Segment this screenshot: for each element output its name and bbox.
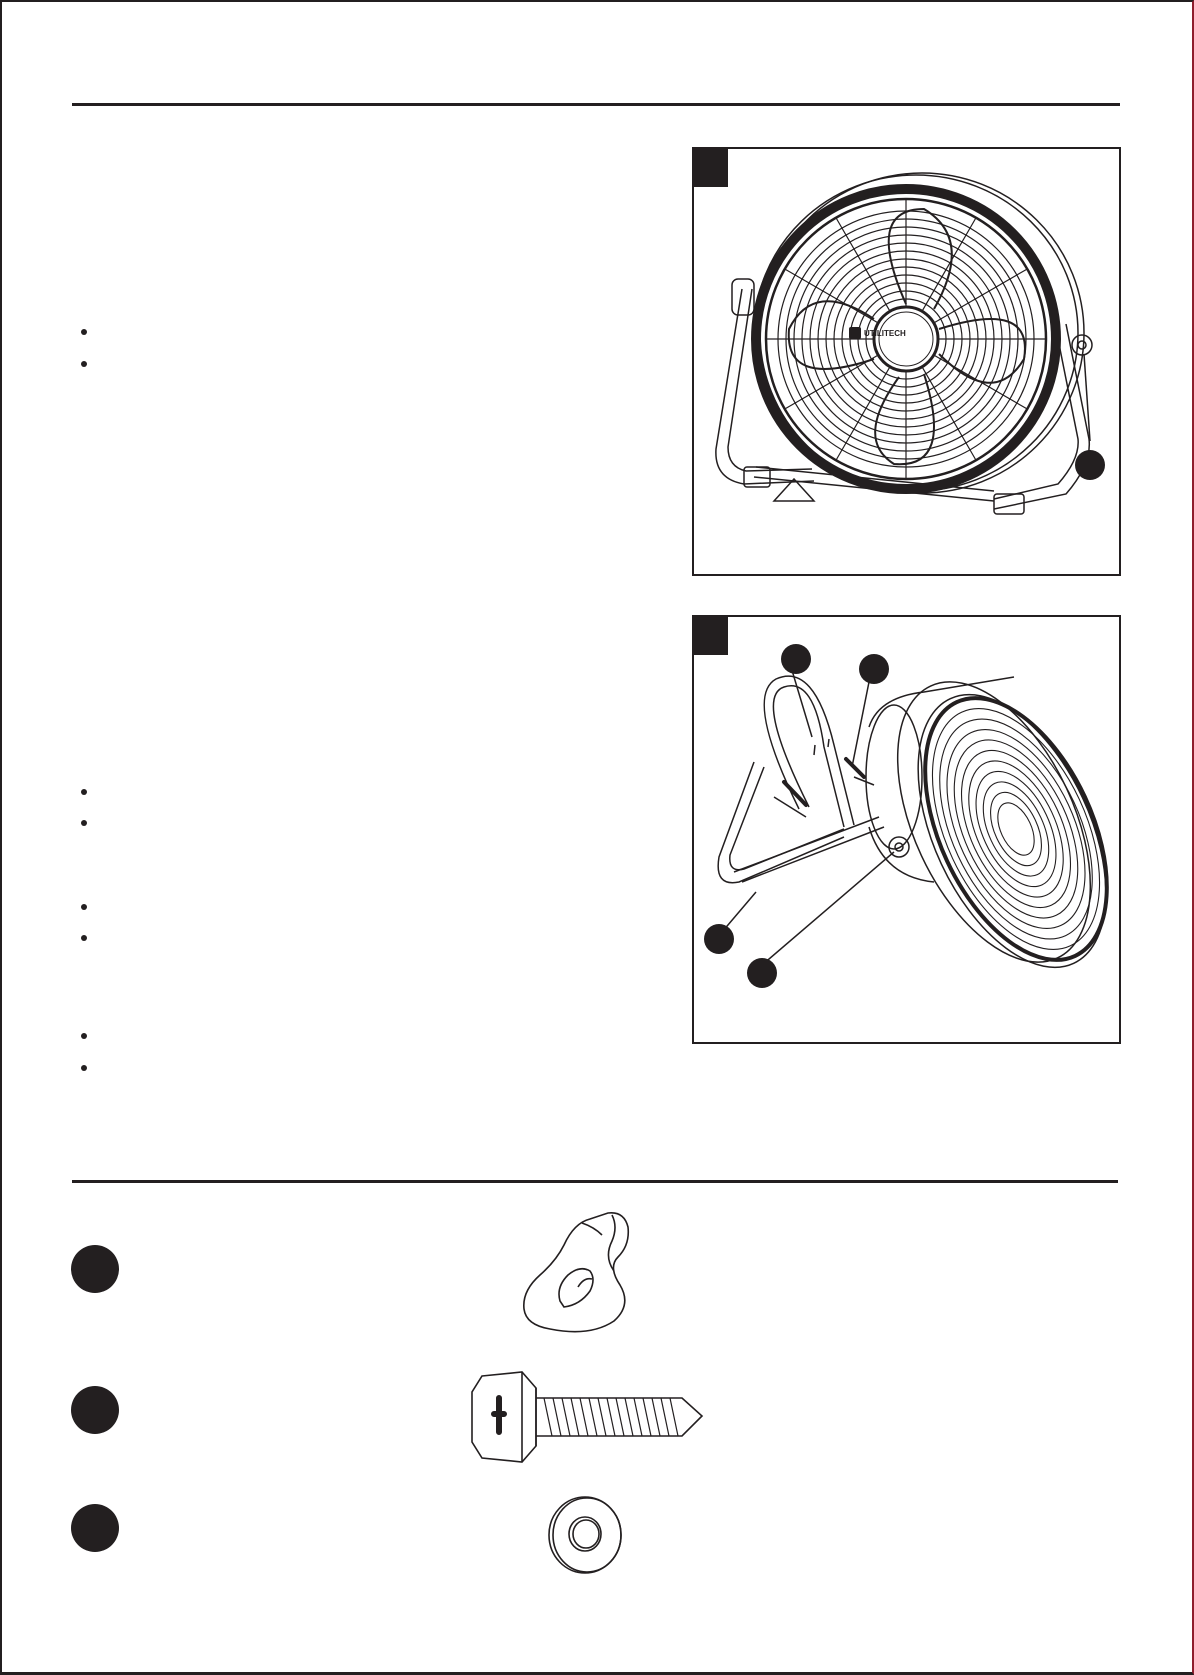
grill-ring xyxy=(939,734,1093,925)
figure-2-fan-bolts xyxy=(692,615,1121,1044)
grill-ring xyxy=(970,772,1062,886)
callout-marker xyxy=(704,924,734,954)
bolt-thread xyxy=(670,1398,678,1436)
section-divider-top xyxy=(72,103,1120,106)
part-marker xyxy=(71,1504,119,1552)
bolt-thread xyxy=(625,1398,633,1436)
grill-ring xyxy=(980,784,1052,873)
fan-side-illustration xyxy=(694,617,1119,1042)
bullet-point xyxy=(81,904,87,910)
bolt-thread xyxy=(589,1398,597,1436)
figure-1-fan-front xyxy=(692,147,1121,576)
bolt-thread xyxy=(661,1398,669,1436)
bolt-thread xyxy=(598,1398,606,1436)
bullet-point xyxy=(81,935,87,941)
bolt-thread xyxy=(580,1398,588,1436)
grill-ring xyxy=(990,797,1041,861)
bolt-thread xyxy=(634,1398,642,1436)
bolt-thread xyxy=(643,1398,651,1436)
bullet-point xyxy=(81,361,87,367)
callout-marker xyxy=(859,654,889,684)
bolt-thread xyxy=(544,1398,552,1436)
washer-icon xyxy=(545,1494,625,1576)
callout-marker xyxy=(781,644,811,674)
bullet-point xyxy=(81,820,87,826)
bullet-point xyxy=(81,789,87,795)
grill-ring xyxy=(949,746,1082,911)
section-divider-bottom xyxy=(72,1180,1118,1183)
fan-brand-logo: UTILITECH xyxy=(864,329,906,338)
bullet-point xyxy=(81,1033,87,1039)
part-marker xyxy=(71,1245,119,1293)
bolt-thread xyxy=(652,1398,660,1436)
part-marker xyxy=(71,1386,119,1434)
bolt-thread xyxy=(616,1398,624,1436)
grill-spoke xyxy=(836,367,890,461)
fan-front-illustration xyxy=(694,149,1119,574)
bolt-icon xyxy=(470,1368,706,1466)
bolt-thread xyxy=(553,1398,561,1436)
bolt-thread xyxy=(571,1398,579,1436)
callout-marker xyxy=(747,958,777,988)
bullet-point xyxy=(81,1065,87,1071)
u-logo-icon xyxy=(849,327,861,339)
callout-marker xyxy=(1075,450,1105,480)
bullet-point xyxy=(81,329,87,335)
bolt-thread xyxy=(562,1398,570,1436)
grill-ring xyxy=(929,721,1103,937)
bolt-thread xyxy=(607,1398,615,1436)
knob-icon xyxy=(520,1205,640,1339)
grill-spoke xyxy=(836,218,890,312)
grill-spoke xyxy=(922,218,976,312)
